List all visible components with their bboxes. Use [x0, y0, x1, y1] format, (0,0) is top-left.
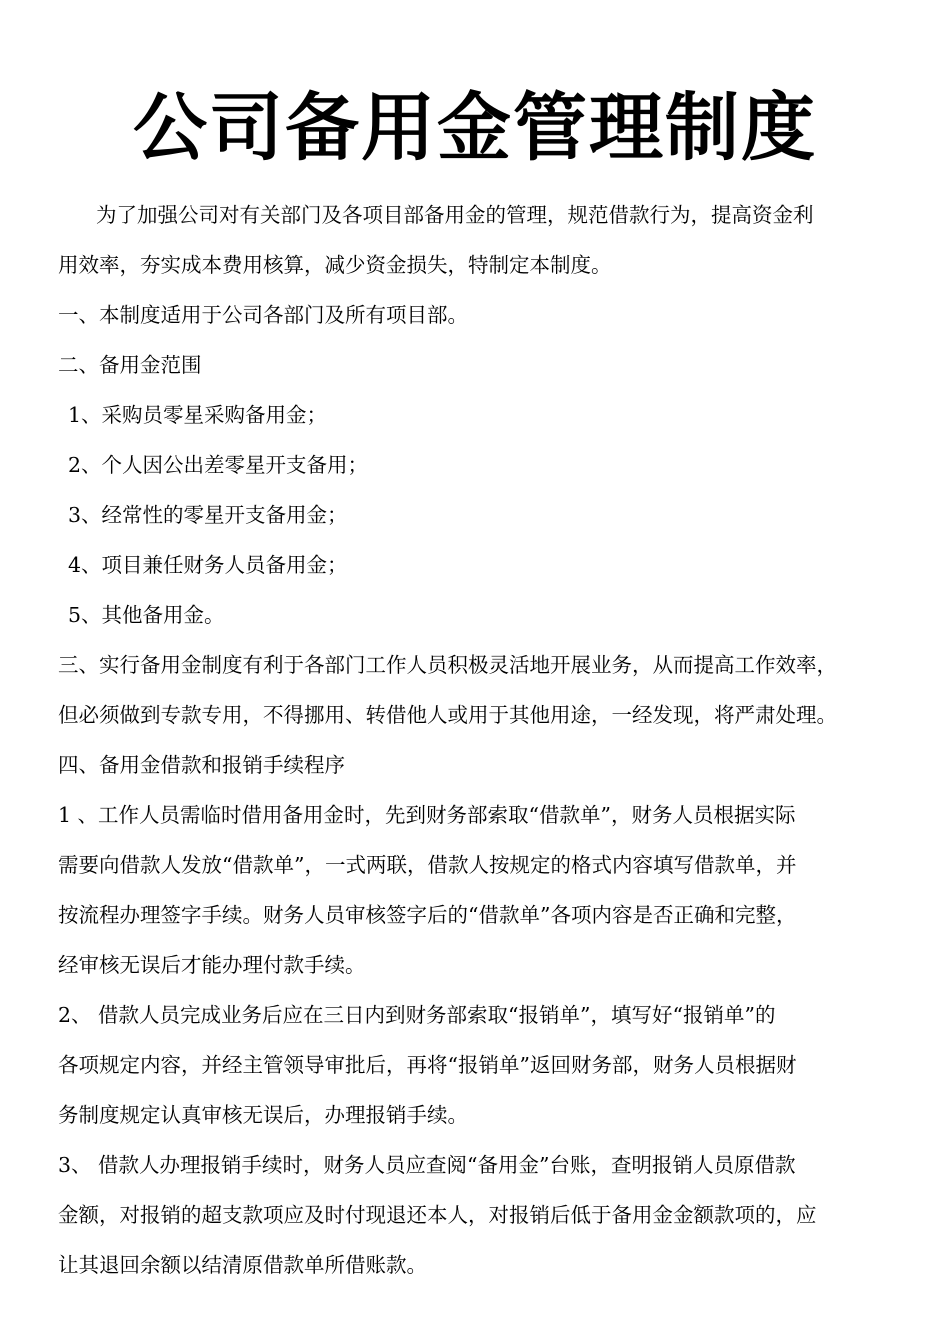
- procedure-step-1: [58, 790, 894, 990]
- step-line: 经审核无误后才能办理付款手续。: [58, 953, 366, 977]
- scope-item: 2、个人因公出差零星开支备用；: [68, 453, 369, 477]
- step-line: 1 、工作人员需临时借用备用金时，先到财务部索取“借款单”，财务人员根据实际: [58, 803, 796, 827]
- section-1: [58, 290, 894, 340]
- scope-item: 1、采购员零星采购备用金；: [68, 403, 328, 427]
- section-2: [58, 340, 894, 640]
- step-line: 按流程办理签字手续。财务人员审核签字后的“借款单”各项内容是否正确和完整，: [58, 903, 797, 927]
- section-4-heading: 四、备用金借款和报销手续程序: [58, 753, 345, 777]
- section-2-heading: 二、备用金范围: [58, 353, 202, 377]
- step-line: 3、 借款人办理报销手续时，财务人员应查阅“备用金”台账，查明报销人员原借款: [58, 1153, 796, 1177]
- step-line: 务制度规定认真审核无误后，办理报销手续。: [58, 1103, 468, 1127]
- step-line: 金额，对报销的超支款项应及时付现退还本人，对报销后低于备用金金额款项的，应: [58, 1203, 817, 1227]
- step-line: 各项规定内容，并经主管领导审批后，再将“报销单”返回财务部，财务人员根据财: [58, 1053, 797, 1077]
- step-line: 2、 借款人员完成业务后应在三日内到财务部索取“报销单”，填写好“报销单”的: [58, 1003, 776, 1027]
- intro-paragraph: [58, 190, 894, 290]
- section-4: [58, 740, 894, 790]
- procedure-step-2: [58, 990, 894, 1140]
- step-line: 需要向借款人发放“借款单”，一式两联，借款人按规定的格式内容填写借款单，并: [58, 853, 797, 877]
- section-3-line: 但必须做到专款专用，不得挪用、转借他人或用于其他用途，一经发现，将严肃处理。: [58, 703, 837, 727]
- scope-item: 4、项目兼任财务人员备用金；: [68, 553, 348, 577]
- section-3: [58, 640, 894, 740]
- document-title: 公司备用金管理制度: [133, 85, 817, 171]
- scope-item: 5、其他备用金。: [68, 603, 225, 627]
- document-body: [58, 190, 894, 1290]
- intro-line: 为了加强公司对有关部门及各项目部备用金的管理，规范借款行为，提高资金利: [96, 203, 814, 227]
- section-3-line: 三、实行备用金制度有利于各部门工作人员积极灵活地开展业务，从而提高工作效率，: [58, 653, 837, 677]
- section-1-text: 一、本制度适用于公司各部门及所有项目部。: [58, 303, 468, 327]
- intro-line: 用效率，夯实成本费用核算，减少资金损失，特制定本制度。: [58, 253, 612, 277]
- step-line: 让其退回余额以结清原借款单所借账款。: [58, 1253, 427, 1277]
- procedure-step-3: [58, 1140, 894, 1290]
- scope-item: 3、经常性的零星开支备用金；: [68, 503, 348, 527]
